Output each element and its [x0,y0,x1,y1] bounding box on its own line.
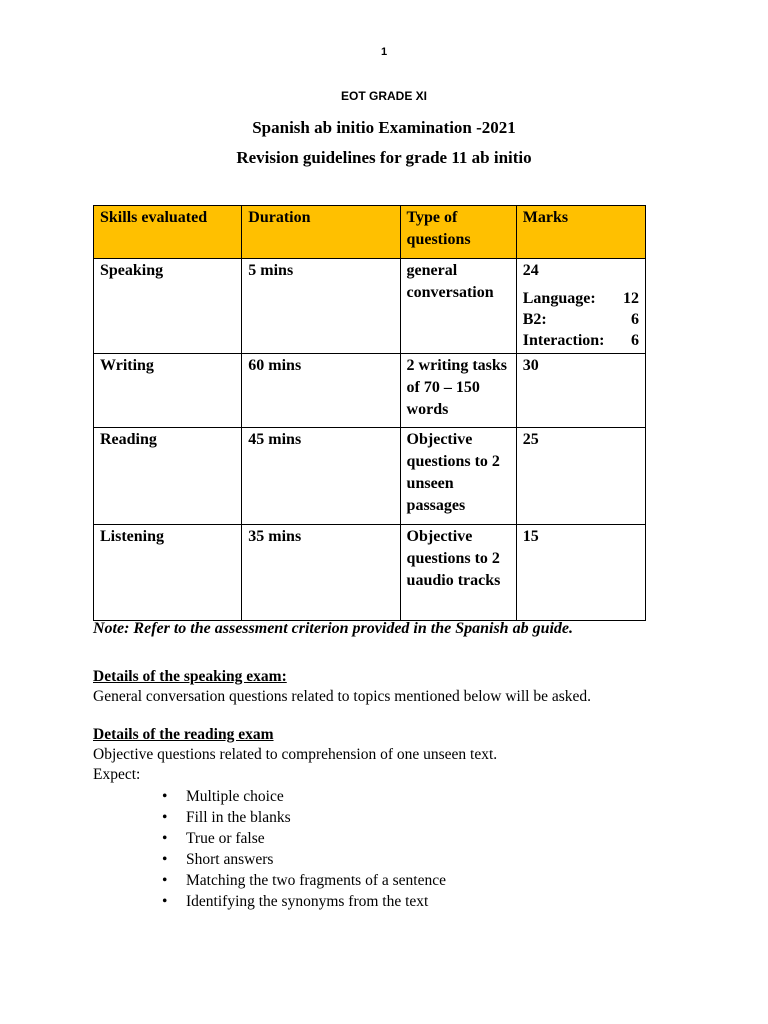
list-item-text: Identifying the synonyms from the text [186,893,429,910]
list-item-text: Fill in the blanks [186,809,291,826]
header-type-of-questions: Type of questions [400,206,516,259]
bullet-icon: • [162,809,168,826]
cell-skill: Speaking [94,259,242,354]
list-item-text: Multiple choice [186,788,284,805]
marks-breakdown [523,288,639,351]
cell-type: Objective questions to 2 unseen passages [400,428,516,525]
cell-skill: Writing [94,354,242,428]
list-item [162,891,446,912]
cell-duration: 60 mins [242,354,400,428]
marks-total: 24 [522,262,539,279]
list-item [162,807,446,828]
marks-label: B2: [522,311,547,328]
list-item [162,786,446,807]
list-item-text: Matching the two fragments of a sentence [186,872,446,889]
document-label: EOT GRADE XI [340,89,427,103]
reading-exam-heading: Details of the reading exam [93,726,274,743]
bullet-icon: • [162,830,168,847]
marks-line [523,309,639,330]
bullet-icon: • [162,893,168,910]
list-item [162,849,446,870]
cell-skill: Reading [94,428,242,525]
bullet-icon: • [162,851,168,868]
list-item-text: Short answers [186,851,274,868]
bullet-icon: • [162,872,168,889]
cell-marks: 25 [516,428,645,525]
expect-list [162,786,446,912]
assessment-note: Note: Refer to the assessment criterion provided in the Spanish ab guide. [93,620,574,637]
marks-line [523,330,639,351]
cell-duration: 5 mins [242,259,400,354]
cell-marks [516,259,645,354]
reading-exam-description: Objective questions related to comprehension of one unseen text. [93,746,498,763]
cell-duration: 35 mins [242,525,400,621]
marks-value: 6 [631,332,639,349]
table-row [94,428,646,525]
table-row [94,354,646,428]
list-item-text: True or false [186,830,265,847]
marks-value: 12 [623,290,639,307]
cell-type: general conversation [400,259,516,354]
cell-marks: 30 [516,354,645,428]
header-duration: Duration [242,206,400,259]
expect-label: Expect: [93,766,141,783]
table-row [94,259,646,354]
cell-duration: 45 mins [242,428,400,525]
marks-line [523,288,639,309]
skills-table [93,205,646,621]
speaking-exam-description: General conversation questions related to topics mentioned below will be asked. [93,688,592,705]
header-marks: Marks [516,206,645,259]
speaking-exam-heading: Details of the speaking exam: [93,668,287,685]
cell-skill: Listening [94,525,242,621]
list-item [162,828,446,849]
page-number: 1 [380,46,388,58]
document-subtitle: Revision guidelines for grade 11 ab initio [236,148,532,167]
cell-marks: 15 [516,525,645,621]
list-item [162,870,446,891]
bullet-icon: • [162,788,168,805]
document-title: Spanish ab initio Examination -2021 [252,118,516,137]
marks-value: 6 [631,311,639,328]
cell-type: 2 writing tasks of 70 – 150 words [400,354,516,428]
table-row [94,525,646,621]
cell-type: Objective questions to 2 uaudio tracks [400,525,516,621]
table-header-row [94,206,646,259]
marks-label: Interaction: [522,332,605,349]
header-skills-evaluated: Skills evaluated [94,206,242,259]
marks-label: Language: [522,290,596,307]
